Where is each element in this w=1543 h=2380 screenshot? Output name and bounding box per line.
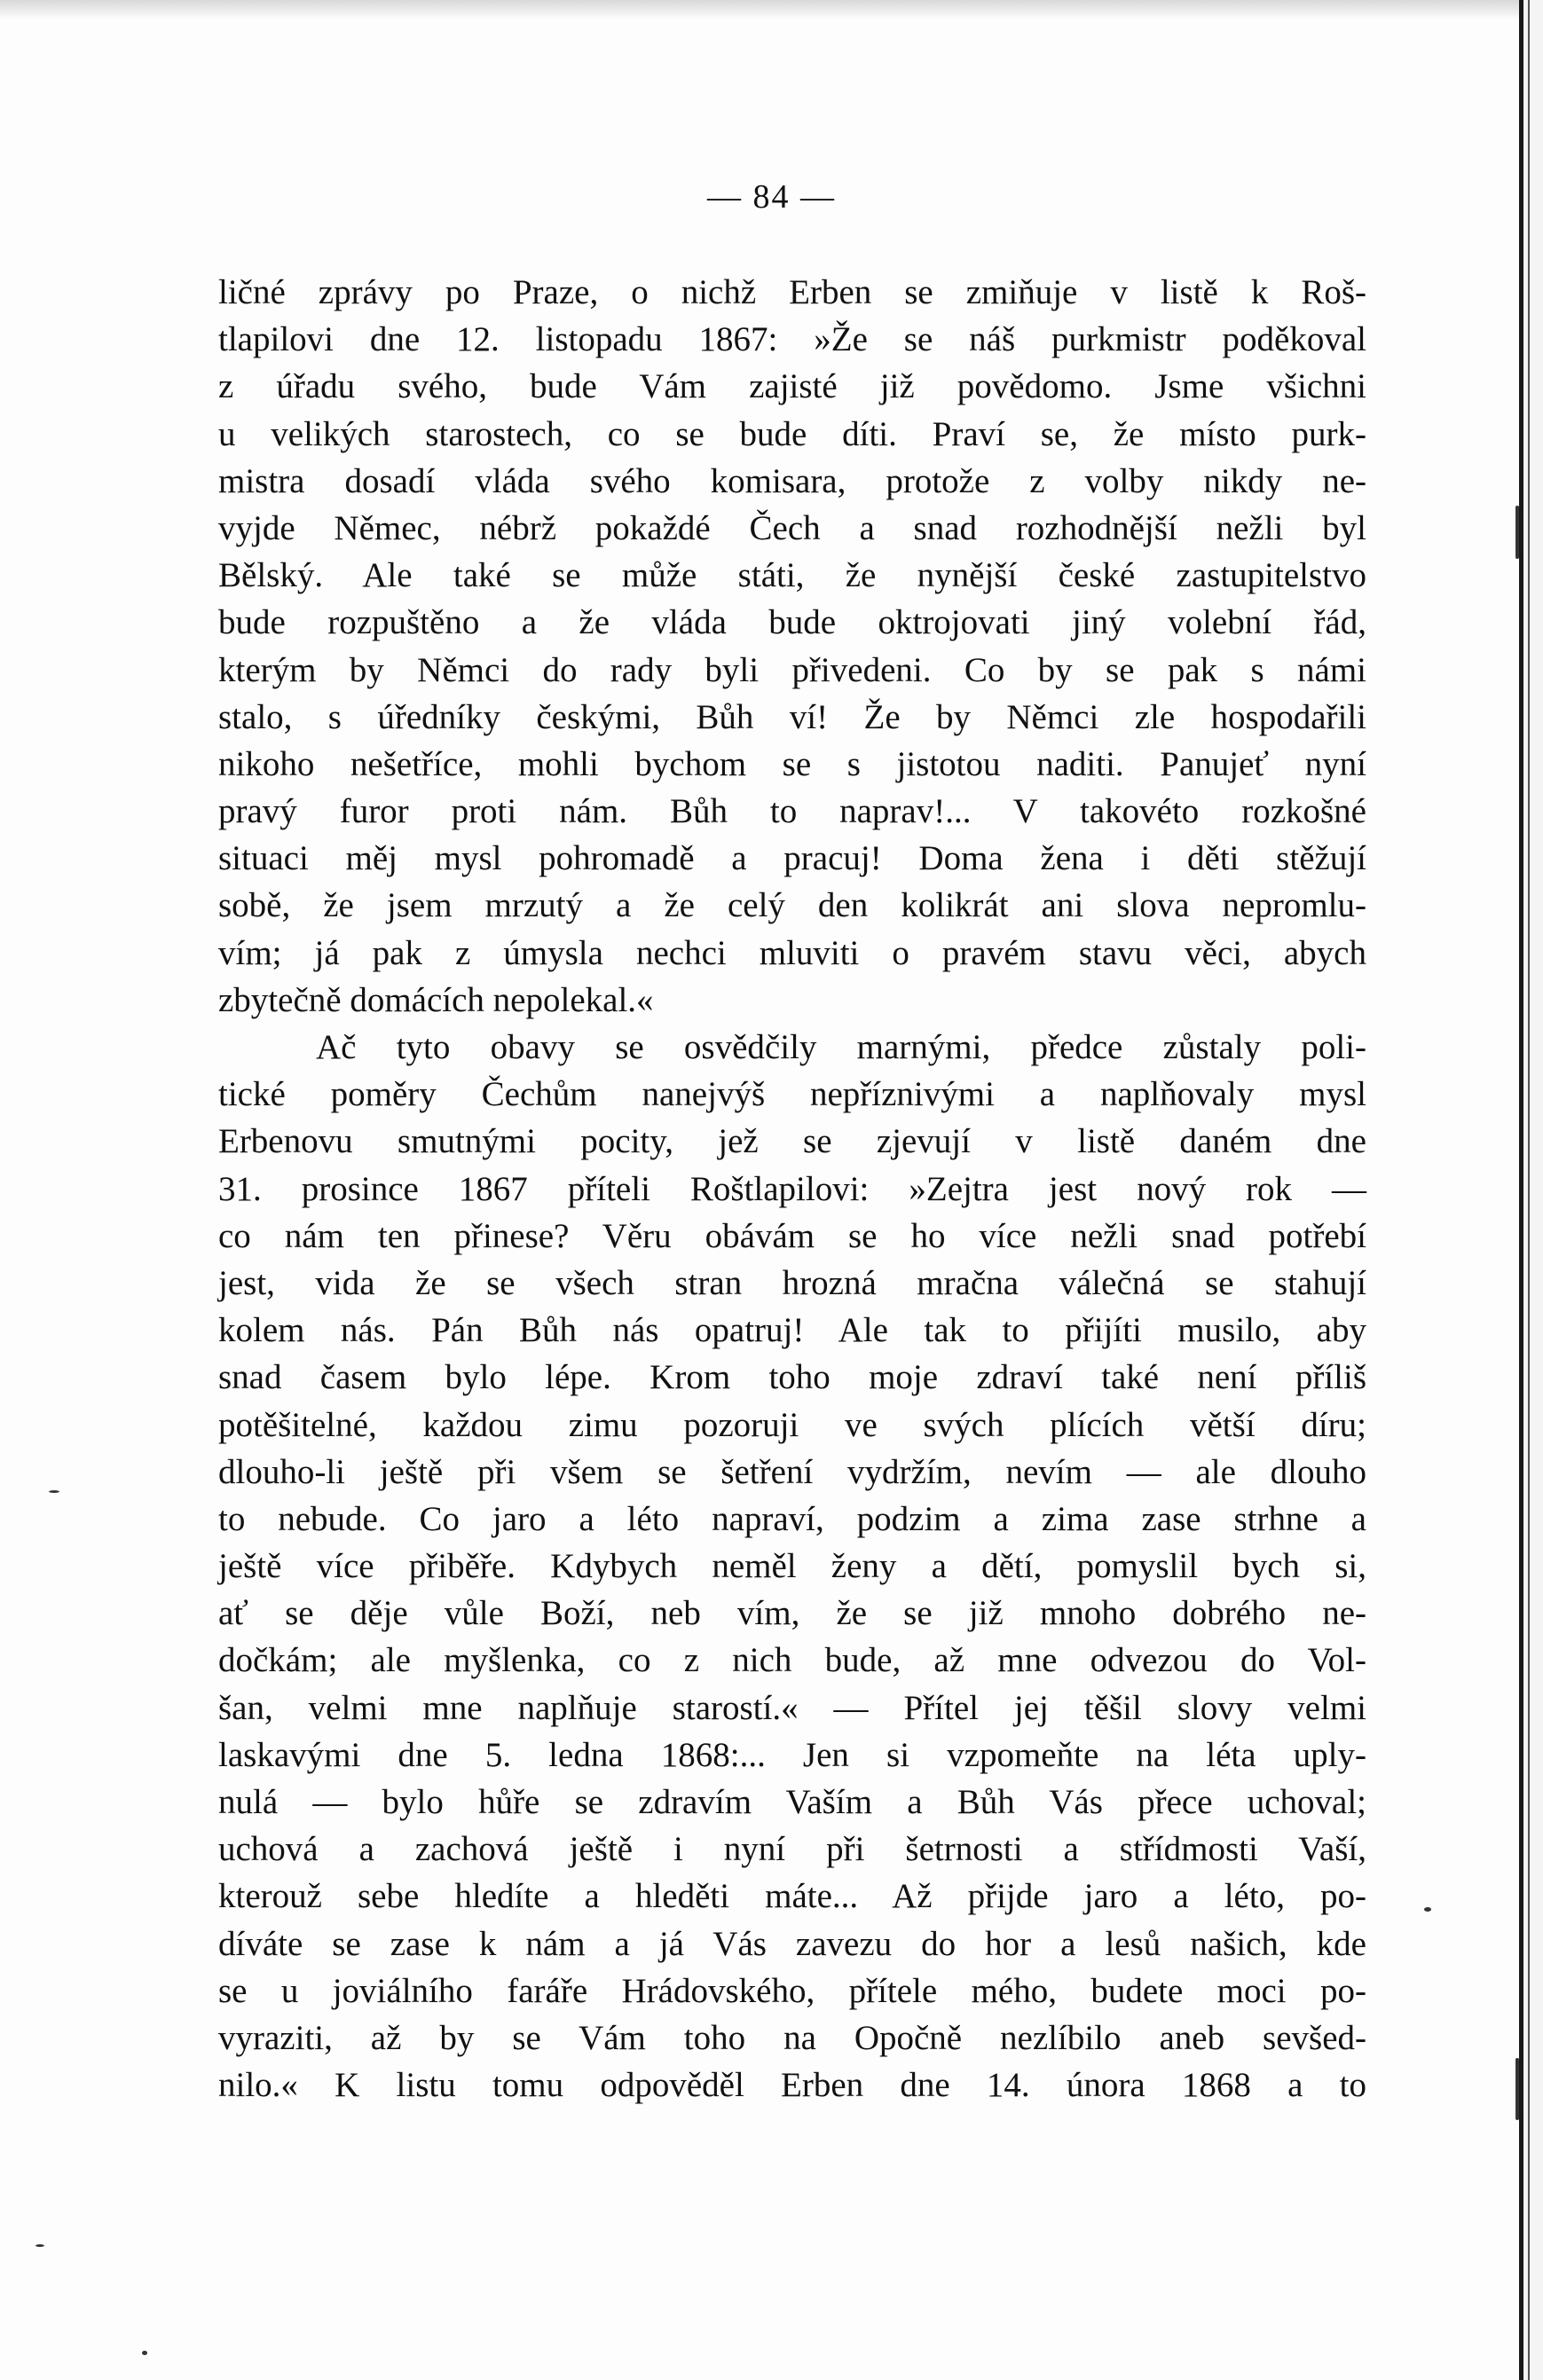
scan-speck <box>1515 2058 1519 2120</box>
text-line: šan, velmi mne naplňuje starostí.« — Přítel jej těšil slovy velmi <box>218 1688 1366 1727</box>
text-line: Erbenovu smutnými pocity, jež se zjevují v listě daném dne <box>218 1122 1366 1161</box>
text-line: zbytečně domácích nepolekal.« <box>218 980 654 1019</box>
text-line: tické poměry Čechům nanejvýš nepříznivými a naplňovaly mysl <box>218 1075 1366 1114</box>
text-line: ať se děje vůle Boží, neb vím, že se již mnoho dobrého ne- <box>218 1594 1366 1633</box>
text-line: Bělský. Ale také se může státi, že nynější české zastupitelstvo <box>218 556 1366 595</box>
text-line: nikoho nešetříce, mohli bychom se s jistotou naditi. Panujeť nyní <box>218 744 1366 783</box>
body-text <box>218 269 1366 2109</box>
text-line: to nebude. Co jaro a léto napraví, podzim a zima zase strhne a <box>218 1499 1366 1538</box>
text-line: vím; já pak z úmysla nechci mluviti o pravém stavu věci, abych <box>218 933 1366 972</box>
scan-speck <box>142 2351 147 2355</box>
text-line: stalo, s úředníky českými, Bůh ví! Že by Němci zle hospodařili <box>218 697 1366 736</box>
scan-speck <box>1515 506 1519 559</box>
text-line: díváte se zase k nám a já Vás zavezu do hor a lesů našich, kde <box>218 1924 1366 1963</box>
text-line: tlapilovi dne 12. listopadu 1867: »Že se náš purkmistr poděkoval <box>218 320 1366 359</box>
scan-speck <box>49 1490 59 1493</box>
text-line: situaci měj mysl pohromadě a pracuj! Doma žena i děti stěžují <box>218 839 1366 878</box>
text-line: se u joviálního faráře Hrádovského, přítele mého, budete moci po- <box>218 1971 1366 2010</box>
paragraph-1 <box>218 269 1366 1024</box>
text-line: uchová a zachová ještě i nyní při šetrnosti a střídmosti Vaší, <box>218 1830 1366 1869</box>
text-line: co nám ten přinese? Věru obávám se ho více nežli snad potřebí <box>218 1216 1366 1255</box>
text-line: ještě více přiběře. Kdybych neměl ženy a dětí, pomyslil bych si, <box>218 1547 1366 1586</box>
text-line: laskavými dne 5. ledna 1868:... Jen si vzpomeňte na léta uply- <box>218 1735 1366 1774</box>
page-right-border <box>1519 0 1543 2380</box>
text-line: jest, vida že se všech stran hrozná mračna válečná se stahují <box>218 1263 1366 1302</box>
text-line: nilo.« K listu tomu odpověděl Erben dne 14. února 1868 a to <box>218 2066 1366 2105</box>
text-line: sobě, že jsem mrzutý a že celý den kolikrát ani slova nepromlu- <box>218 886 1366 925</box>
text-line: z úřadu svého, bude Vám zajisté již povědomo. Jsme všichni <box>218 367 1366 406</box>
page-top-shadow <box>0 0 1543 20</box>
text-line: vyjde Němec, nébrž pokaždé Čech a snad rozhodnější nežli byl <box>218 508 1366 547</box>
text-line: nulá — bylo hůře se zdravím Vaším a Bůh Vás přece uchoval; <box>218 1783 1366 1821</box>
text-line: ličné zprávy po Praze, o nichž Erben se zmiňuje v listě k Roš- <box>218 273 1366 311</box>
text-line: u velikých starostech, co se bude díti. Praví se, že místo purk- <box>218 414 1366 453</box>
paragraph-2 <box>218 1024 1366 2109</box>
text-line: kterým by Němci do rady byli přivedeni. Co by se pak s námi <box>218 650 1366 689</box>
text-line: mistra dosadí vláda svého komisara, protože z volby nikdy ne- <box>218 461 1366 500</box>
text-line: 31. prosince 1867 příteli Roštlapilovi: »Zejtra jest nový rok — <box>218 1169 1366 1208</box>
page-number: — 84 — <box>707 178 836 216</box>
text-line: dlouho-li ještě při všem se šetření vydržím, nevím — ale dlouho <box>218 1452 1366 1491</box>
text-line: bude rozpuštěno a že vláda bude oktrojovati jiný volební řád, <box>218 603 1366 642</box>
text-line: kolem nás. Pán Bůh nás opatruj! Ale tak to přijíti musilo, aby <box>218 1311 1366 1350</box>
scan-speck <box>1424 1907 1431 1912</box>
text-line: kterouž sebe hledíte a hleděti máte... Až přijde jaro a léto, po- <box>218 1877 1366 1916</box>
text-line: Ač tyto obavy se osvědčily marnými, předce zůstaly poli- <box>316 1028 1366 1066</box>
scan-speck <box>35 2244 44 2247</box>
text-line: snad časem bylo lépe. Krom toho moje zdraví také není příliš <box>218 1358 1366 1397</box>
page-right-border-line <box>1528 0 1530 2380</box>
text-line: vyraziti, až by se Vám toho na Opočně nezlíbilo aneb sevšed- <box>218 2018 1366 2057</box>
text-line: potěšitelné, každou zimu pozoruji ve svých plících větší díru; <box>218 1405 1366 1444</box>
text-line: pravý furor proti nám. Bůh to naprav!... V takovéto rozkošné <box>218 792 1366 831</box>
text-line: dočkám; ale myšlenka, co z nich bude, až mne odvezou do Vol- <box>218 1641 1366 1680</box>
